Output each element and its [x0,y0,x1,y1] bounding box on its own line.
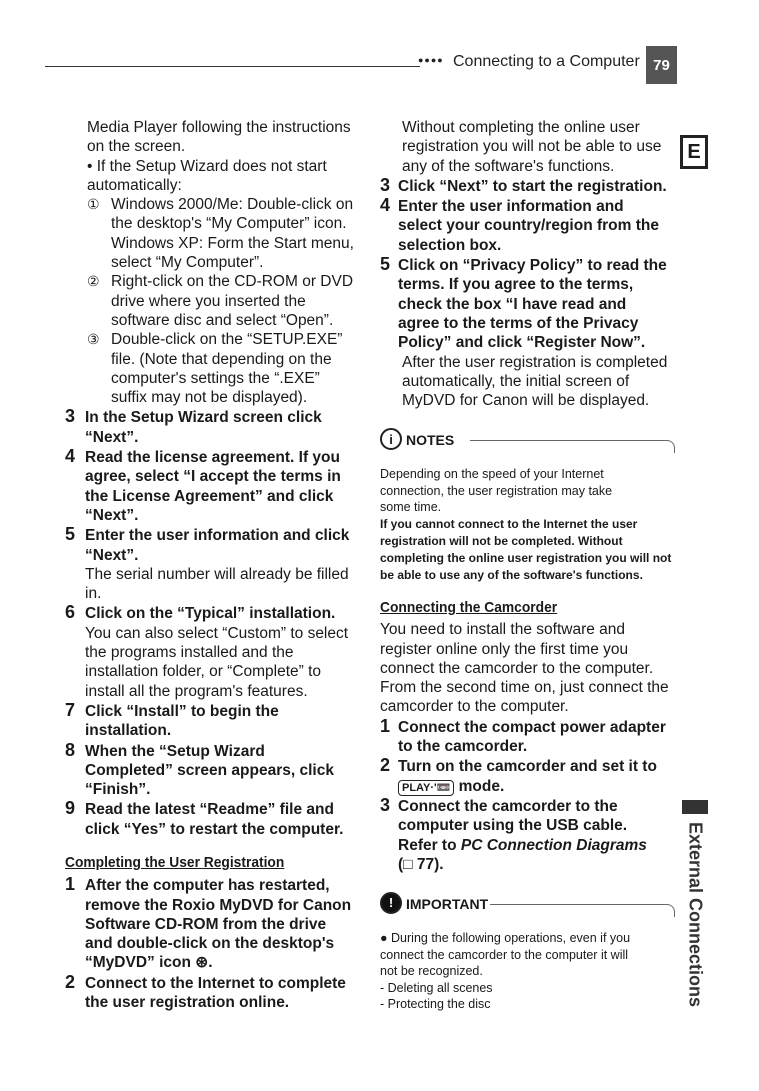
text-line: Double-click on the “SETUP.EXE” [111,331,343,349]
text-line: “MyDVD” icon [85,954,191,972]
important-label: IMPORTANT [406,896,489,913]
important-header [380,892,675,918]
step-number: 7 [65,699,76,720]
text-line: install all the program's features. [85,682,308,700]
text-line: Turn on the camcorder and set it to [398,758,657,776]
text-line: Read the license agreement. If you [85,449,340,467]
text-line: drive where you inserted the [111,292,306,310]
step-number: 3 [380,794,391,815]
text-line: Enter the user information and [398,198,624,216]
important-rule-cap [666,904,675,917]
camcorder-heading: Connecting the Camcorder [380,598,558,616]
text-line: From the second time on, just connect the [380,679,669,697]
step-9 [65,800,365,839]
text-line: You need to install the software and [380,621,626,639]
section-tab-marker [682,800,708,814]
notes-rule-cap [666,440,675,453]
notes-label: NOTES [406,432,455,449]
text-line: “Next”. [85,546,139,564]
cam-step-3 [380,794,675,874]
text-line: click “Yes” to restart the computer. [85,820,344,838]
info-icon: i [380,428,402,450]
text-line: Policy” and click “Register Now”. [398,334,646,352]
text-line: Refer to [398,836,457,854]
text-line: suffix may not be displayed). [111,389,308,407]
text-line: Click on “Privacy Policy” to read the [398,257,667,275]
text-line: installation. [85,722,172,740]
important-text [380,930,675,1013]
step-number: 4 [380,195,391,216]
text-line: Connect the camcorder to the [398,797,618,815]
step-number: 1 [65,874,76,895]
step-number: 5 [65,524,76,545]
text-line: ● During the following operations, even if you [380,931,631,946]
reg-step-4 [380,197,675,255]
reference-link: PC Connection Diagrams [460,836,647,854]
text-line: computer's settings the “.EXE” [111,369,320,387]
text-line: check the box “I have read and [398,295,627,313]
text-line: registration you will not be able to use [402,138,662,156]
language-badge: E [680,135,708,169]
step-6 [65,604,365,623]
step-number: 1 [380,715,391,736]
warning-icon: ! [380,892,402,914]
camcorder-intro [380,620,675,716]
text-line: Software CD-ROM from the drive [85,915,327,933]
text-line: Read the latest “Readme” file and [85,801,334,819]
text-line: be able to use any of the software's functions. [380,567,643,582]
text-line: Completed” screen appears, click [85,761,334,779]
text-line: the programs installed and the [85,644,294,662]
page-number: 79 [646,46,677,84]
text-line: - Protecting the disc [380,997,491,1012]
text-line: Enter the user information and click [85,527,350,545]
text-line: connection, the user registration may take [380,483,613,498]
text-line: Click “Install” to begin the [85,702,279,720]
substep-2 [65,272,365,330]
step-8 [65,739,365,800]
text-line: automatically, the initial screen of [402,372,630,390]
text-line: Windows XP: Form the Start menu, [111,234,354,252]
notes-bold-text [380,516,675,584]
text-line: installation folder, or “Complete” to [85,663,322,681]
text-line: agree to the terms of the Privacy [398,314,639,332]
notes-text [380,466,675,516]
step-5-body [65,565,365,604]
header-rule [45,66,420,67]
text-line: In the Setup Wizard screen click [85,409,322,427]
text-line: selection box. [398,236,502,254]
step-number: 2 [65,971,76,992]
text-line: mode. [458,777,505,795]
text-line: MyDVD for Canon will be displayed. [402,392,650,410]
text-line: connect the camcorder to the computer. [380,659,654,677]
bullet-line: automatically: [87,176,182,194]
text-line: Click “Next” to start the registration. [398,177,667,195]
notes-header [380,428,675,454]
reg-step-5-body [380,353,675,411]
text-line: registration will not be completed. Without [380,533,623,548]
cam-step-1 [380,715,675,757]
reg-step-3 [380,174,675,196]
cam-step-2 [380,757,675,796]
text-line: camcorder to the computer. [380,698,569,716]
text-line: When the “Setup Wizard [85,742,265,760]
text-line: You can also select “Custom” to select [85,624,349,642]
intro-line: on the screen. [87,138,186,156]
reg-step-2 [65,971,365,1013]
text-line: Click on the “Typical” installation. [85,605,336,623]
step-number: 8 [65,739,76,760]
mydvd-icon: ⊛ [195,954,209,972]
text-line: Connect the compact power adapter [398,718,666,736]
substep-1 [65,195,365,272]
right-column [380,118,675,1013]
intro-block [380,118,675,176]
substep-marker: ② [87,273,100,290]
text-line: completing the online user registration you will not [380,550,672,565]
step-7 [65,699,365,741]
text-line: Depending on the speed of your Internet [380,467,604,482]
step-3 [65,408,365,447]
text-line: Windows 2000/Me: Double-click on [111,196,354,214]
text-line: select “My Computer”. [111,254,264,272]
step-number: 5 [380,254,391,275]
play-mode-badge: PLAY·'📼 [398,780,454,796]
step-4 [65,448,365,525]
step-6-body [65,624,365,701]
left-column [65,118,365,1012]
text-line: “Next”. [85,506,139,524]
text-line: After the user registration is completed [402,353,668,371]
text-line: Connect to the Internet to complete [85,974,346,992]
text-line: connect the camcorder to the computer it will [380,947,629,962]
text-line: to the camcorder. [398,738,528,756]
text-line: the desktop's “My Computer” icon. [111,215,347,233]
text-line: Without completing the online user [402,119,640,136]
text-line: - Deleting all scenes [380,980,493,995]
text-line: file. (Note that depending on the [111,350,332,368]
text-line: the License Agreement” and click [85,487,334,505]
registration-heading: Completing the User Registration [65,853,285,871]
important-rule [490,904,667,905]
step-5 [65,526,365,565]
intro-line: Media Player following the instructions [87,119,351,136]
text-line: computer using the USB cable. [398,817,628,835]
step-number: 9 [65,798,76,819]
text-line: After the computer has restarted, [85,877,330,895]
page-title: Connecting to a Computer [453,53,640,70]
text-line: If you cannot connect to the Internet the user [380,516,638,531]
text-line: “Next”. [85,428,139,446]
text-line: agree, select “I accept the terms in [85,468,341,486]
notes-rule [470,440,667,441]
text-line: not be recognized. [380,964,483,979]
text-line: and double-click on the desktop's [85,935,335,953]
page-reference: (□ 77). [398,855,444,873]
text-line: in. [85,585,102,603]
substep-3 [65,330,365,407]
text-line: “Finish”. [85,781,151,799]
substep-marker: ③ [87,331,100,348]
text-line: Right-click on the CD-ROM or DVD [111,273,354,291]
text-line: software disc and select “Open”. [111,311,334,329]
step-number: 6 [65,602,76,623]
step-number: 4 [65,446,76,467]
step-number: 3 [65,406,76,427]
reg-step-5 [380,256,675,352]
text-line: any of the software's functions. [402,157,615,175]
text-line: register online only the first time you [380,640,629,658]
substep-marker: ① [87,196,100,213]
step-number: 2 [380,755,391,776]
bullet-line: • If the Setup Wizard does not start [87,157,327,175]
text-line: terms. If you agree to the terms, [398,276,634,294]
text-line: some time. [380,500,442,515]
reg-step-1: 1 After the computer has restarted, remove the Roxio MyDVD for Canon Software CD-ROM from the drive and double-click on the desktop's “MyDVD” icon ⊛. [65,876,365,972]
text-line: remove the Roxio MyDVD for Canon [85,896,352,914]
text-line: select your country/region from the [398,217,659,235]
section-tab-label: External Connections [685,822,706,1008]
text-line: The serial number will already be filled [85,565,349,583]
header-dots: ●●●● [418,55,444,65]
step-number: 3 [380,174,391,195]
text-line: the user registration online. [85,994,290,1012]
